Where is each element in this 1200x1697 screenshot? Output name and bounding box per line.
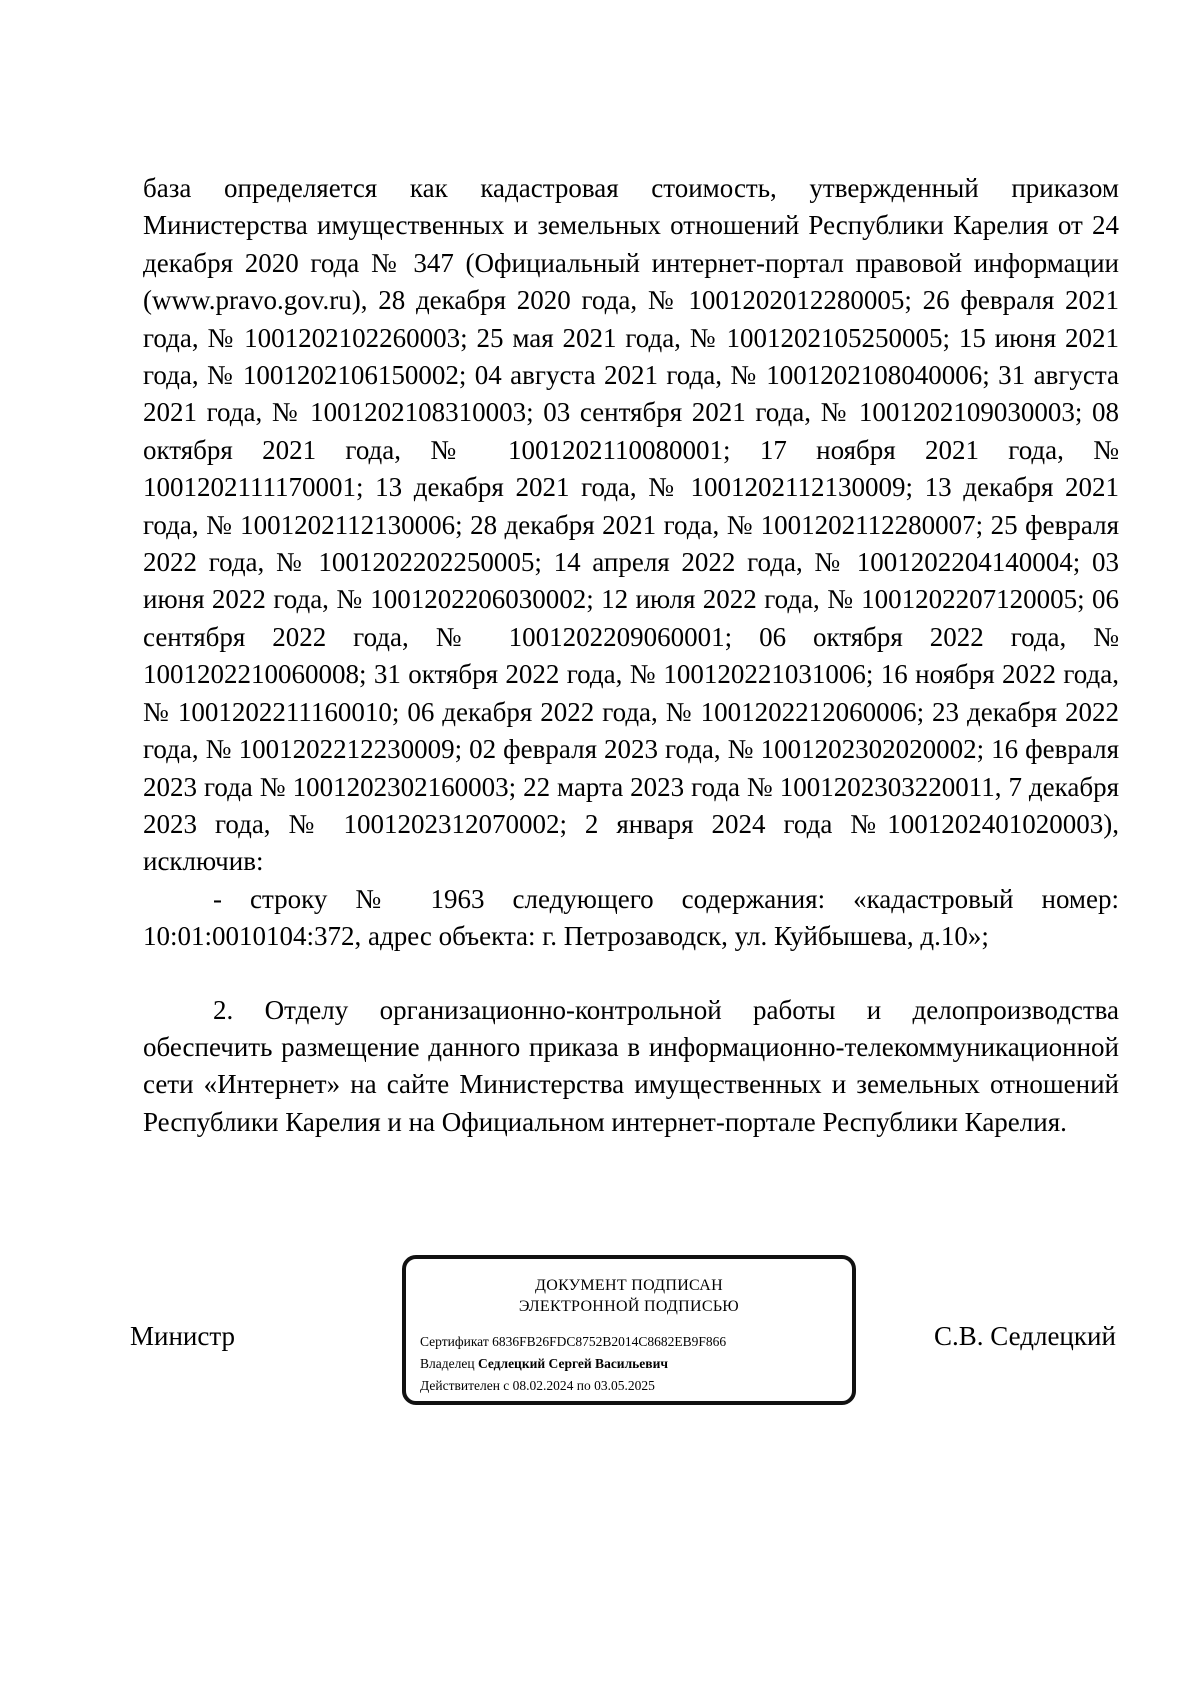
paragraph-gap [143,956,1119,992]
stamp-certificate-line [420,1333,726,1351]
certificate-label: Сертификат [420,1334,489,1349]
owner-label: Владелец [420,1356,475,1371]
valid-to: 03.05.2025 [594,1378,655,1393]
stamp-owner-line [420,1355,668,1373]
stamp-title [406,1275,852,1317]
document-body [143,170,1119,1141]
valid-from: 08.02.2024 [512,1378,574,1393]
certificate-value: 6836FB26FDC8752B2014C8682EB9F866 [492,1334,727,1349]
signatory-position: Министр [130,1321,235,1351]
owner-value: Седлецкий Сергей Васильевич [477,1356,668,1371]
electronic-signature-stamp [402,1255,856,1405]
valid-to-label: по [576,1378,591,1393]
stamp-title-line-1: ДОКУМЕНТ ПОДПИСАН [535,1277,723,1294]
stamp-title-line-2: ЭЛЕКТРОННОЙ ПОДПИСЬЮ [518,1298,740,1315]
point-2-paragraph: 2. Отделу организационно-контрольной работы и делопроизводства обеспечить размещение данного приказа в информационно-телекоммуникационной сети «Интернет» на сайте Министерства имущественных и земельных отношений Республики Карелия и на Официальном интернет-портале Республики Карелия. [143,994,1119,1137]
exclusion-item: - строку № 1963 следующего содержания: «кадастровый номер: 10:01:0010104:372, адрес объекта: г. Петрозаводск, ул. Куйбышева, д.10»; [143,883,1119,952]
stamp-validity-line [420,1377,655,1395]
valid-label: Действителен с [420,1378,510,1393]
paragraph-continuation: база определяется как кадастровая стоимость, утвержденный приказом Министерства имущественных и земельных отношений Республики Карелия от 24 декабря 2020 года № 347 (Официальный интернет-портал правовой информации (www.pravo.gov.ru), 28 декабря 2020 года, № 1001202012280005; 26 февраля 2021 года, № 1001202102260003; 25 мая 2021 года, № 1001202105250005; 15 июня 2021 года, № 1001202106150002; 04 августа 2021 года, № 1001202108040006; 31 августа 2021 года, № 1001202108310003; 03 сентября 2021 года, № 1001202109030003; 08 октября 2021 года, № 1001202110080001; 17 ноября 2021 года, № 1001202111170001; 13 декабря 2021 года, № 1001202112130009; 13 декабря 2021 года, № 1001202112130006; 28 декабря 2021 года, № 1001202112280007; 25 февраля 2022 года, № 1001202202250005; 14 апреля 2022 года, № 1001202204140004; 03 июня 2022 года, № 1001202206030002; 12 июля 2022 года, № 1001202207120005; 06 сентября 2022 года, № 1001202209060001; 06 октября 2022 года, № 1001202210060008; 31 октября 2022 года, № 100120221031006; 16 ноября 2022 года, № 1001202211160010; 06 декабря 2022 года, № 1001202212060006; 23 декабря 2022 года, № 1001202212230009; 02 февраля 2023 года, № 1001202302020002; 16 февраля 2023 года № 1001202302160003; 22 марта 2023 года № 1001202303220011, 7 декабря 2023 года, № 1001202312070002; 2 января 2024 года №1001202401020003), исключив: [143,173,1119,877]
signatory-name: С.В. Седлецкий [934,1321,1116,1351]
